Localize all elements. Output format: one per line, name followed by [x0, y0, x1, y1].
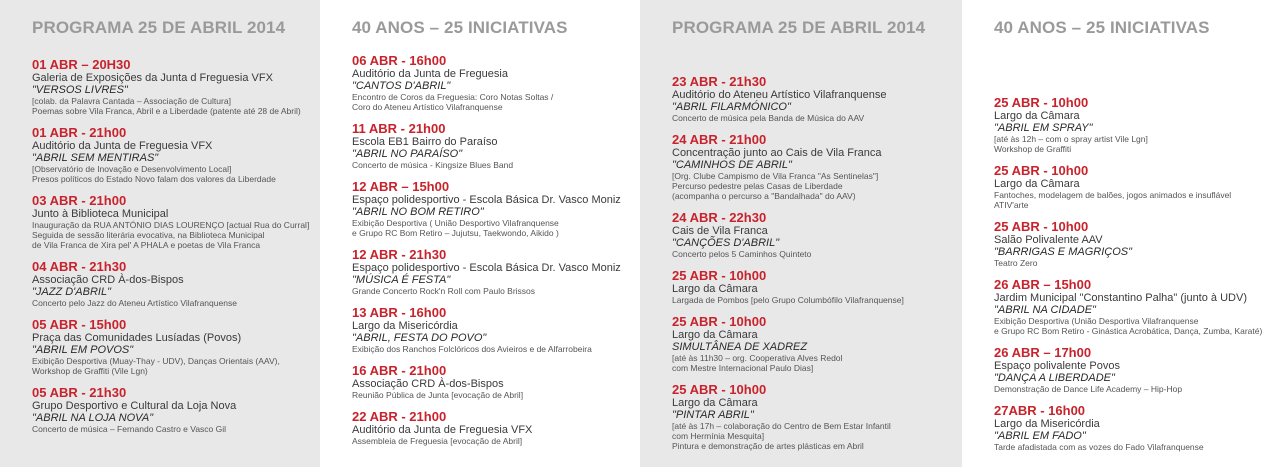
panel-title: 40 ANOS – 25 INICIATIVAS — [352, 18, 568, 37]
event-item — [994, 220, 1274, 268]
event-venue: Grupo Desportivo e Cultural da Loja Nova — [32, 400, 237, 412]
event-date: 25 ABR - 10h00 — [994, 163, 1089, 178]
event-venue: Largo da Câmara — [672, 283, 758, 295]
event-detail: [até às 17h – colaboração do Centro de Bem Estar Infantil — [672, 421, 891, 431]
event-venue: Largo da Câmara — [672, 329, 758, 341]
event-name: "CANÇÕES D'ABRIL" — [672, 237, 780, 249]
event-detail: com Hermínia Mesquita] — [672, 431, 765, 441]
event-venue: Largo da Câmara — [994, 178, 1080, 190]
event-name: "ABRIL EM FADO" — [994, 430, 1086, 442]
event-detail: Grande Concerto Rock'n Roll com Paulo Brissos — [352, 286, 536, 296]
event-detail: ATIV'arte — [994, 200, 1029, 210]
event-date: 25 ABR - 10h00 — [672, 382, 767, 397]
event-list — [352, 54, 634, 456]
event-item — [352, 248, 634, 296]
event-item — [672, 75, 956, 123]
event-item — [672, 315, 956, 373]
event-name: "BARRIGAS E MAGRIÇOS" — [994, 246, 1132, 258]
panel-2 — [320, 0, 640, 467]
event-date: 01 ABR - 21h00 — [32, 125, 127, 140]
event-date: 24 ABR - 21h00 — [672, 132, 767, 147]
event-venue: Largo da Câmara — [672, 397, 758, 409]
event-item — [352, 364, 634, 400]
event-detail: Reunião Pública de Junta [evocação de Abril] — [352, 390, 524, 400]
event-item — [994, 278, 1274, 336]
event-date: 03 ABR - 21h00 — [32, 193, 127, 208]
event-name: "CAMINHOS DE ABRIL" — [672, 159, 792, 171]
event-venue: Auditório da Junta de Freguesia — [352, 68, 508, 80]
event-list — [32, 58, 314, 444]
event-item — [32, 58, 314, 116]
event-date: 11 ABR - 21h00 — [352, 121, 446, 136]
event-venue: Concentração junto ao Cais de Vila Franca — [672, 147, 882, 159]
event-detail: e Grupo RC Bom Retiro – Jujutsu, Taekwondo, Aikido ) — [352, 228, 559, 238]
event-date: 25 ABR - 10h00 — [672, 314, 767, 329]
event-name: "PINTAR ABRIL" — [672, 409, 754, 421]
event-detail: Exibição Desportiva (Muay-Thay - UDV), Danças Orientais (AAV), — [32, 356, 280, 366]
event-name: "CANTOS D'ABRIL" — [352, 80, 451, 92]
event-date: 05 ABR - 21h30 — [32, 385, 127, 400]
event-detail: Concerto de música – Fernando Castro e Vasco Gil — [32, 424, 227, 434]
event-venue: Associação CRD À-dos-Bispos — [32, 274, 184, 286]
event-date: 12 ABR - 21h30 — [352, 247, 447, 262]
event-name: "VERSOS LIVRES" — [32, 84, 128, 96]
event-detail: Largada de Pombos [pelo Grupo Columbófilo Vilafranquense] — [672, 295, 904, 305]
event-date: 01 ABR – 20H30 — [32, 57, 131, 72]
event-detail: e Grupo RC Bom Retiro - Ginástica Acrobática, Dança, Zumba, Karaté) — [994, 326, 1263, 336]
event-name: "MÚSICA É FESTA" — [352, 274, 451, 286]
event-detail: Exibição Desportiva ( União Desportivo Vilafranquense — [352, 218, 559, 228]
event-venue: Largo da Câmara — [994, 110, 1080, 122]
event-detail: Concerto de música - Kingsize Blues Band — [352, 160, 514, 170]
event-name: "ABRIL EM POVOS" — [32, 344, 134, 356]
event-venue: Galeria de Exposições da Junta d Freguesia VFX — [32, 72, 273, 84]
event-date: 05 ABR - 15h00 — [32, 317, 127, 332]
event-venue: Largo da Misericórdia — [352, 320, 458, 332]
event-date: 24 ABR - 22h30 — [672, 210, 767, 225]
event-venue: Auditório da Junta de Freguesia VFX — [352, 424, 533, 436]
event-detail: Demonstração de Dance Life Academy – Hip-Hop — [994, 384, 1183, 394]
event-item — [32, 126, 314, 184]
event-detail: Exibição Desportiva (União Desportiva Vilafranquense — [994, 316, 1199, 326]
event-detail: Concerto de música pela Banda de Música do AAV — [672, 113, 865, 123]
event-detail: com Mestre Internacional Paulo Dias] — [672, 363, 814, 373]
event-name: "JAZZ D'ABRIL" — [32, 286, 111, 298]
event-venue: Espaço polivalente Povos — [994, 360, 1120, 372]
panel-3 — [640, 0, 962, 467]
panel-title: 40 ANOS – 25 INICIATIVAS — [994, 18, 1210, 37]
event-venue: Jardim Municipal "Constantino Palha" (junto à UDV) — [994, 292, 1247, 304]
event-venue: Associação CRD À-dos-Bispos — [352, 378, 504, 390]
event-venue: Largo da Misericórdia — [994, 418, 1100, 430]
event-item — [672, 383, 956, 451]
event-item — [32, 260, 314, 308]
event-item — [352, 306, 634, 354]
panel-1 — [0, 0, 320, 467]
event-item — [32, 194, 314, 250]
event-detail: Inauguração da RUA ANTÓNIO DIAS LOURENÇO [actual Rua do Curral] — [32, 220, 310, 230]
event-item — [994, 346, 1274, 394]
event-venue: Espaço polidesportivo - Escola Básica Dr. Vasco Moniz — [352, 194, 621, 206]
event-date: 23 ABR - 21h30 — [672, 74, 767, 89]
event-item — [994, 96, 1274, 154]
event-detail: Encontro de Coros da Freguesia: Coro Notas Soltas / — [352, 92, 554, 102]
event-date: 12 ABR – 15h00 — [352, 179, 450, 194]
event-name: "ABRIL NA CIDADE" — [994, 304, 1096, 316]
panel-4 — [962, 0, 1280, 467]
event-detail: [até às 11h30 – org. Cooperativa Alves Redol — [672, 353, 843, 363]
event-date: 22 ABR - 21h00 — [352, 409, 447, 424]
panel-title: PROGRAMA 25 DE ABRIL 2014 — [32, 18, 286, 37]
event-item — [672, 269, 956, 305]
event-detail: Exibição dos Ranchos Folclóricos dos Avieiros e de Alfarrobeira — [352, 344, 592, 354]
event-item — [672, 211, 956, 259]
event-name: "ABRIL NO PARAÍSO" — [352, 148, 463, 160]
event-detail: Concerto pelo Jazz do Ateneu Artístico Vilafranquense — [32, 298, 237, 308]
event-item — [672, 133, 956, 201]
event-detail: Teatro Zero — [994, 258, 1038, 268]
event-venue: Praça das Comunidades Lusíadas (Povos) — [32, 332, 242, 344]
event-venue: Salão Polivalente AAV — [994, 234, 1103, 246]
event-name: "DANÇA A LIBERDADE" — [994, 372, 1115, 384]
event-name: "ABRIL NO BOM RETIRO" — [352, 206, 484, 218]
event-detail: Tarde afadistada com as vozes do Fado Vilafranquense — [994, 442, 1204, 452]
event-item — [994, 404, 1274, 452]
event-venue: Auditório do Ateneu Artístico Vilafranquense — [672, 89, 887, 101]
event-detail: [Org. Clube Campismo de Vila Franca "As Sentinelas"] — [672, 171, 879, 181]
event-date: 25 ABR - 10h00 — [994, 219, 1089, 234]
event-detail: Percurso pedestre pelas Casas de Liberdade — [672, 181, 843, 191]
event-name: "ABRIL EM SPRAY" — [994, 122, 1093, 134]
event-venue: Escola EB1 Bairro do Paraíso — [352, 136, 498, 148]
event-detail: [até às 12h – com o spray artist Vile Lgn] — [994, 134, 1148, 144]
event-detail: de Vila Franca de Xira pel' A PHALA e poetas de Vila Franca — [32, 240, 261, 250]
event-item — [32, 386, 314, 434]
event-detail: Workshop de Graffiti — [994, 144, 1072, 154]
event-detail: Concerto pelos 5 Caminhos Quinteto — [672, 249, 812, 259]
event-date: 25 ABR - 10h00 — [994, 95, 1089, 110]
event-date: 16 ABR - 21h00 — [352, 363, 447, 378]
event-venue: Auditório da Junta de Freguesia VFX — [32, 140, 213, 152]
event-name: "ABRIL SEM MENTIRAS" — [32, 152, 159, 164]
event-detail: Workshop de Graffiti (Vile Lgn) — [32, 366, 148, 376]
event-date: 26 ABR – 17h00 — [994, 345, 1092, 360]
event-date: 25 ABR - 10h00 — [672, 268, 767, 283]
event-name: "ABRIL FILARMÓNICO" — [672, 101, 791, 113]
event-item — [994, 164, 1274, 210]
event-name: "ABRIL NA LOJA NOVA" — [32, 412, 154, 424]
event-detail: Pintura e demonstração de artes plásticas em Abril — [672, 441, 864, 451]
event-name: SIMULTÂNEA DE XADREZ — [672, 341, 808, 353]
event-detail: Presos políticos do Estado Novo falam dos valores da Liberdade — [32, 174, 276, 184]
event-detail: Coro do Ateneu Artístico Vilafranquense — [352, 102, 503, 112]
event-date: 26 ABR – 15h00 — [994, 277, 1092, 292]
panel-title: PROGRAMA 25 DE ABRIL 2014 — [672, 18, 926, 37]
event-detail: Assembleia de Freguesia [evocação de Abril] — [352, 436, 523, 446]
event-name: "ABRIL, FESTA DO POVO" — [352, 332, 487, 344]
event-list — [672, 75, 956, 461]
event-date: 04 ABR - 21h30 — [32, 259, 127, 274]
event-detail: Seguida de sessão literária evocativa, na Biblioteca Municipal — [32, 230, 265, 240]
event-venue: Espaço polidesportivo - Escola Básica Dr. Vasco Moniz — [352, 262, 621, 274]
event-date: 06 ABR - 16h00 — [352, 53, 447, 68]
event-detail: Poemas sobre Vila Franca, Abril e a Liberdade (patente até 28 de Abril) — [32, 106, 301, 116]
event-date: 13 ABR - 16h00 — [352, 305, 447, 320]
event-list — [994, 96, 1274, 462]
event-item — [352, 122, 634, 170]
event-detail: [Observatório de Inovação e Desenvolvimento Local] — [32, 164, 232, 174]
event-detail: Fantoches, modelagem de balões, jogos animados e insuflável — [994, 190, 1232, 200]
event-date: 27ABR - 16h00 — [994, 403, 1086, 418]
event-item — [352, 54, 634, 112]
event-item — [352, 180, 634, 238]
event-item — [352, 410, 634, 446]
event-detail: (acompanha o percurso a "Bandalhada" do AAV) — [672, 191, 856, 201]
event-venue: Cais de Vila Franca — [672, 225, 768, 237]
event-item — [32, 318, 314, 376]
event-venue: Junto à Biblioteca Municipal — [32, 208, 169, 220]
event-detail: [colab. da Palavra Cantada – Associação de Cultura] — [32, 96, 231, 106]
